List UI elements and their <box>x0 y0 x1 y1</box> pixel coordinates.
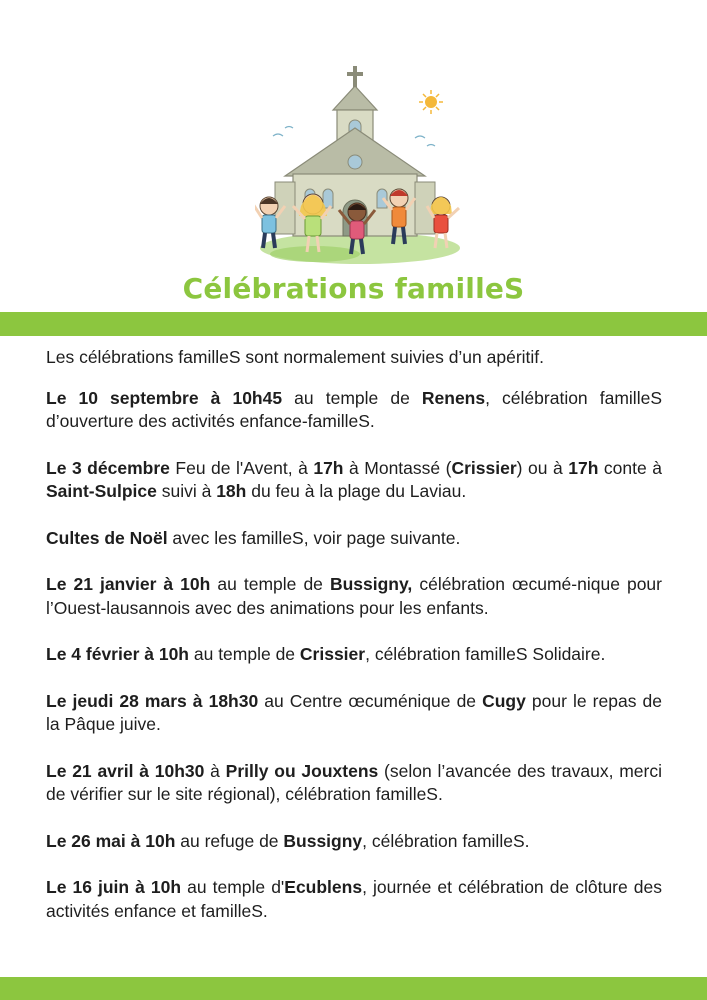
body-text: Les célébrations familleS sont normalement suivies d’un apéritif. <box>46 347 545 367</box>
highlight-text: Le 4 février à 10h <box>46 644 189 664</box>
paragraph-crissier-fevrier <box>46 643 662 667</box>
body-text: pour le repas de la Pâque juive. <box>46 690 662 734</box>
paragraph-cugy <box>46 690 662 737</box>
body-text: à Montassé ( <box>343 457 452 478</box>
body-text: , célébration familleS d’ouverture des activités enfance-familleS. <box>46 387 662 431</box>
paragraph-renens <box>46 387 662 434</box>
paragraph-avent <box>46 457 662 504</box>
highlight-text: Crissier <box>299 644 366 664</box>
top-accent-band <box>0 312 707 336</box>
highlight-text: Le 10 septembre à 10h45 <box>46 387 283 408</box>
body-text: avec les familleS, voir page suivante. <box>167 527 461 548</box>
paragraph-ecublens <box>46 876 662 923</box>
body-text: ) ou à <box>516 457 569 478</box>
highlight-text: Le 21 avril à 10h30 <box>46 760 205 781</box>
body-text: au temple de <box>210 574 330 594</box>
highlight-text: Cultes de Noël <box>46 527 168 548</box>
highlight-text: Cugy <box>482 690 526 711</box>
body-text: au temple d' <box>181 877 285 897</box>
bottom-accent-band <box>0 977 707 1000</box>
highlight-text: Prilly ou Jouxtens <box>225 760 379 781</box>
body-text: , journée et célébration de clôture des activités enfance et familleS. <box>46 877 663 921</box>
body-text: au refuge de <box>175 830 284 851</box>
highlight-text: Le 16 juin à 10h <box>46 877 182 897</box>
paragraph-noel <box>46 527 662 551</box>
highlight-text: Le jeudi 28 mars à 18h30 <box>46 690 259 711</box>
body-text: du feu à la plage du Laviau. <box>246 481 467 501</box>
body-text: conte à <box>598 457 662 478</box>
body-text: au temple de <box>189 644 300 664</box>
body-text: suivi à <box>156 481 217 501</box>
page-title: Célébrations familleS <box>182 272 525 305</box>
paragraph-prilly <box>46 760 662 807</box>
highlight-text: Le 21 janvier à 10h <box>46 574 211 594</box>
highlight-text: Saint-Sulpice <box>46 481 157 501</box>
highlight-text: Le 26 mai à 10h <box>46 830 176 851</box>
body-text: célébration œcumé-nique pour l’Ouest-lausannois avec des animations pour les enfants. <box>46 574 662 618</box>
body-text: au temple de <box>282 387 422 408</box>
highlight-text: Renens <box>421 387 486 408</box>
paragraph-bussigny-mai <box>46 830 662 854</box>
body-text: , célébration familleS. <box>362 830 530 851</box>
paragraph-intro <box>46 346 662 370</box>
event-list <box>46 346 662 923</box>
highlight-text: Ecublens <box>284 877 363 897</box>
body-text: , célébration familleS Solidaire. <box>365 644 606 664</box>
highlight-text: 17h <box>313 457 344 478</box>
paragraph-bussigny-janvier <box>46 573 662 620</box>
highlight-text: Crissier <box>451 457 517 478</box>
highlight-text: Bussigny <box>283 830 363 851</box>
church-with-children-icon <box>255 58 470 268</box>
highlight-text: Le 3 décembre <box>46 457 170 478</box>
highlight-text: 18h <box>216 481 247 501</box>
highlight-text: Bussigny, <box>329 574 413 594</box>
body-text: Feu de l'Avent, à <box>169 457 314 478</box>
highlight-text: 17h <box>568 457 599 478</box>
body-text: (selon l’avancée des travaux, merci de vérifier sur le site régional), célébration familleS. <box>46 760 662 804</box>
body-text: à <box>204 760 226 781</box>
body-text: au Centre œcuménique de <box>258 690 483 711</box>
